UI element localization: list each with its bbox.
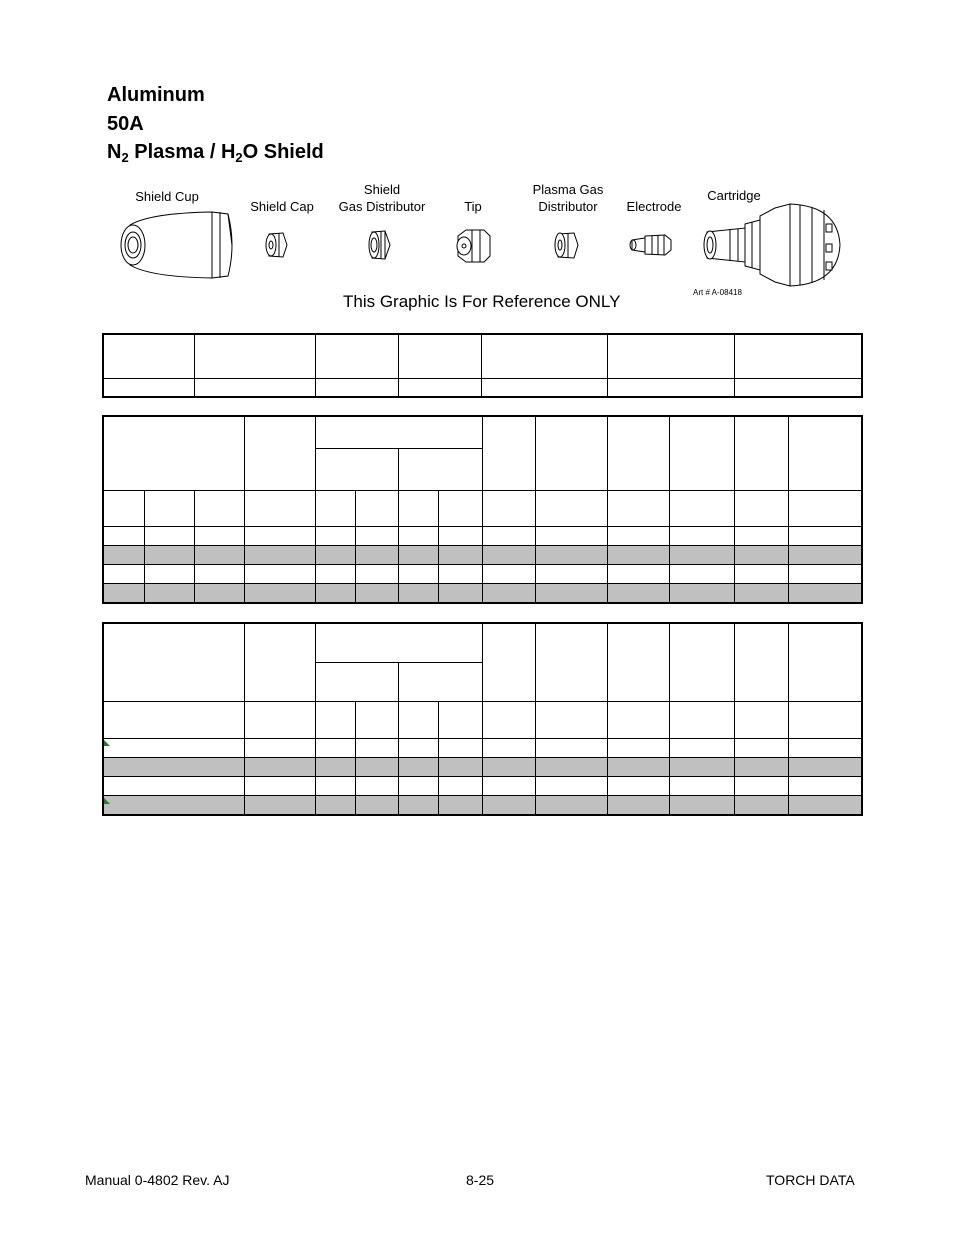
table-row	[104, 758, 862, 777]
label-plasma-gas-distributor: Plasma Gas Distributor	[532, 182, 604, 214]
footer-page-number: 8-25	[466, 1172, 495, 1188]
title-material: Aluminum	[107, 84, 205, 106]
table-row	[104, 584, 862, 603]
shield-cup-drawing	[121, 212, 232, 278]
shield-gas-distributor-drawing	[369, 231, 390, 259]
table-row	[104, 739, 862, 758]
reference-note: This Graphic Is For Reference ONLY	[343, 292, 621, 311]
tip-drawing	[457, 230, 490, 262]
label-cartridge: Cartridge	[707, 188, 761, 203]
table-cut-data-a	[103, 416, 862, 603]
plasma-gas-distributor-drawing	[555, 233, 578, 258]
cell-marker-icon	[104, 740, 110, 746]
cell-marker-icon	[104, 798, 110, 804]
label-shield-cap: Shield Cap	[250, 199, 314, 214]
table-row	[104, 777, 862, 796]
table-row	[104, 527, 862, 546]
title-amperage: 50A	[107, 113, 144, 135]
label-tip: Tip	[464, 199, 482, 214]
table-row	[104, 796, 862, 815]
title-gases: $N_2$ Plasma / $H_2O$ Shield	[107, 141, 324, 165]
table-cut-data-b	[103, 623, 862, 815]
shield-cap-drawing	[266, 233, 287, 257]
label-shield-cup: Shield Cup	[135, 189, 199, 204]
table-row	[104, 546, 862, 565]
table-header-parts	[103, 334, 862, 397]
footer-manual: Manual 0-4802 Rev. AJ	[85, 1172, 230, 1188]
consumable-parts-illustration	[0, 0, 954, 320]
footer-section: TORCH DATA	[766, 1172, 855, 1188]
cartridge-drawing	[704, 204, 840, 286]
label-shield-gas-distributor: Shield Gas Distributor	[338, 182, 426, 214]
electrode-drawing	[630, 235, 671, 255]
table-row	[104, 565, 862, 584]
label-electrode: Electrode	[626, 199, 682, 214]
art-number: Art # A-08418	[693, 288, 742, 297]
